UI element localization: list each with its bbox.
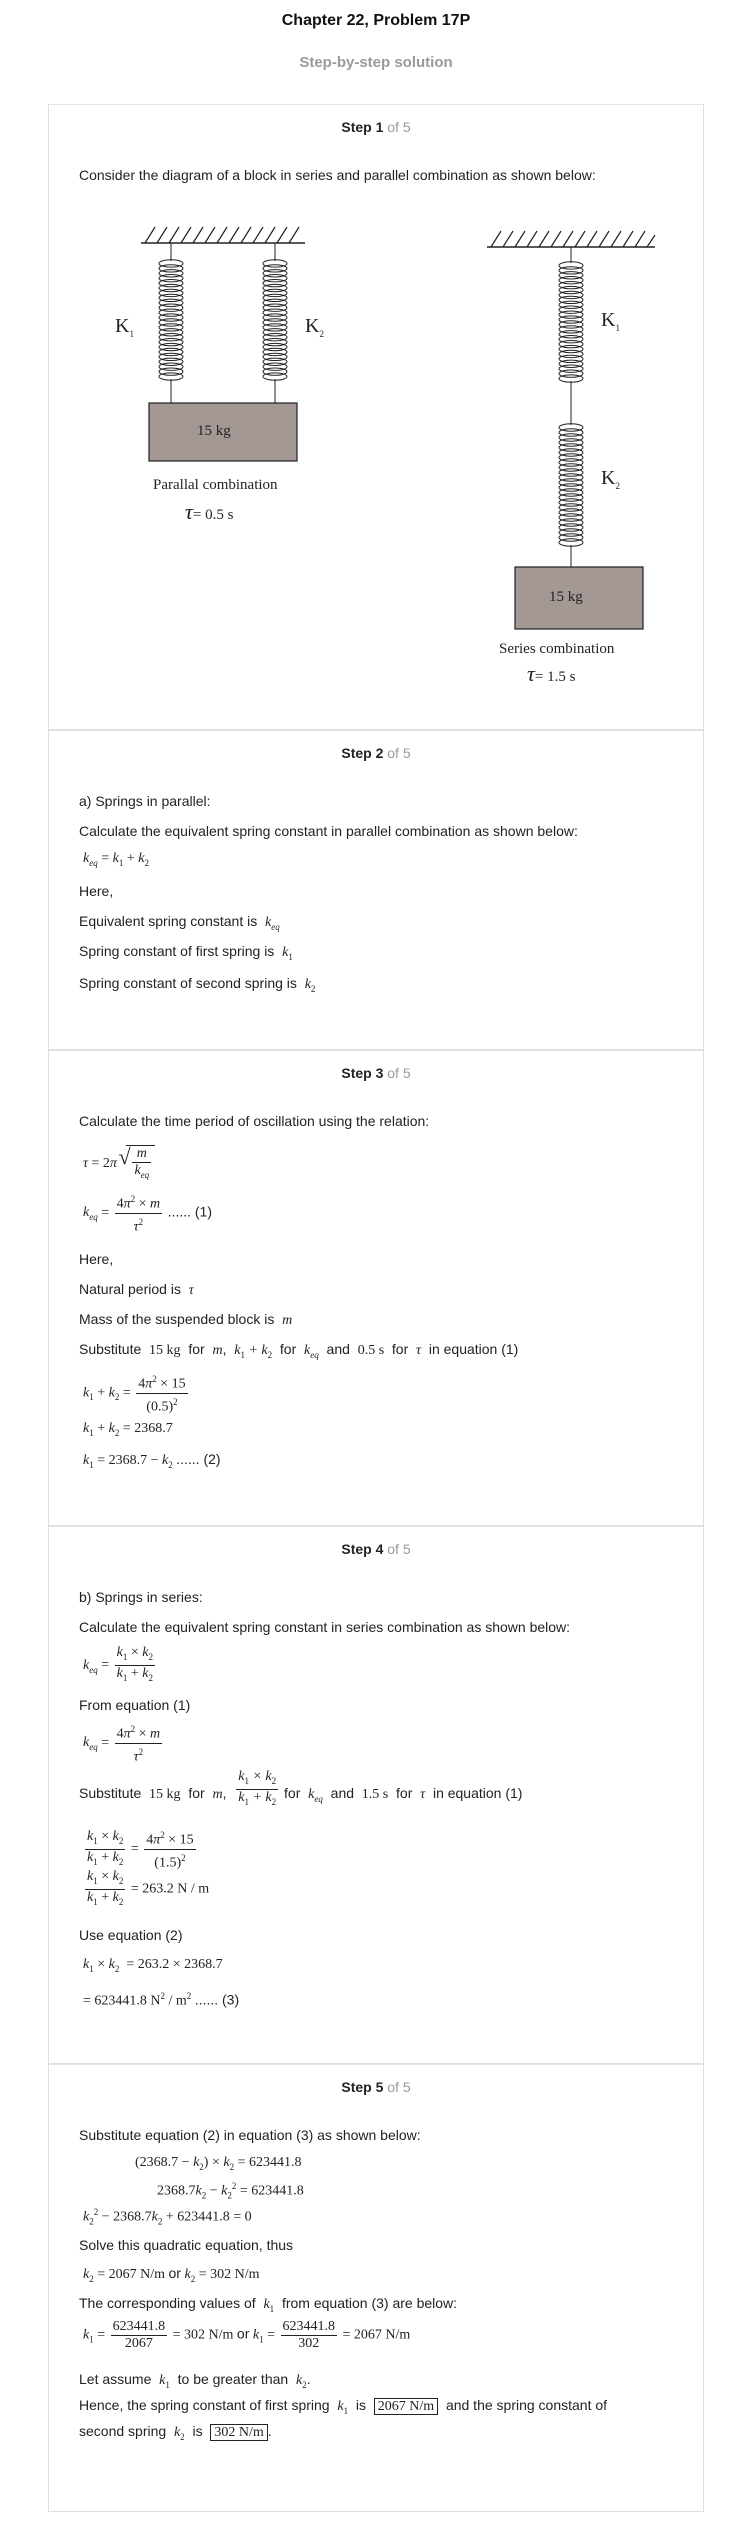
step-2-card [48, 730, 704, 1050]
parallel-spring-k1 [159, 243, 183, 403]
def-mass: Mass of the suspended block is m [79, 1311, 293, 1328]
combined-equation-a: $(2368.7 - k_2) \times k_2 = 623441.8$ [135, 2155, 302, 2172]
page-subtitle: Step-by-step solution [299, 54, 453, 71]
here-label: Here, [79, 1251, 114, 1267]
def-keq: Equivalent spring constant is $k_{eq}$ [79, 913, 280, 932]
step-4-card [48, 1526, 704, 2064]
step-5-heading [49, 2079, 703, 2095]
def-k1: Spring constant of first spring is $k_1$ [79, 943, 293, 962]
parallel-ceiling-hatch [145, 227, 299, 243]
keq-period-formula: $k_{eq}$ = $\frac{4\pi^2 \times m}{\tau^2}$ ...... (1) [83, 1191, 212, 1235]
parallel-combination-diagram [49, 105, 705, 731]
parallel-heading: a) Springs in parallel: [79, 793, 211, 809]
step-count: of 5 [387, 1541, 411, 1557]
parallel-equation: $k_{eq} = k_1 + k_2$ [83, 851, 149, 868]
step-1-intro: Consider the diagram of a block in series and parallel combination as shown below: [79, 167, 596, 183]
series-mass-label: 15 kg [549, 589, 583, 605]
step-2-heading [49, 745, 703, 761]
series-ceiling-hatch [491, 231, 655, 247]
corresponding-values-label: The corresponding values of $k_1$ from equation (3) are below: [79, 2295, 458, 2314]
step-label: Step 5 [341, 2079, 384, 2095]
conclusion-line-1: Hence, the spring constant of first spring $k_1$ is 2067 N/m and the spring constant of [79, 2397, 608, 2416]
substitution-line: Substitute 15 kg for m, $k_1 + k_2$ for $k_{eq}$ and 0.5 s for τ in equation (1) [79, 1341, 519, 1360]
roots: $k_2 = 2067$ N/m or $k_2 = 302$ N/m [83, 2265, 260, 2284]
series-substituted-equation: $\frac{k_1 \times k_2}{k_1 + k_2}$ = $\frac{4\pi^2 \times 15}{(1.5)^2}$ [87, 1828, 194, 1871]
step-label: Step 2 [341, 745, 384, 761]
step-label: Step 4 [341, 1541, 384, 1557]
combined-equation-b: $2368.7k_2 - k_2^2 = 623441.8$ [157, 2181, 304, 2201]
k1-expression: $k_1 = 2368.7 - k_2$ ...... (2) [83, 1451, 221, 1470]
series-result: $\frac{k_1 \times k_2}{k_1 + k_2}$ = 263.2 N / m [87, 1869, 210, 1907]
use-equation-label: Use equation (2) [79, 1927, 183, 1943]
product-equation: $k_1 \times k_2 = 263.2 \times 2368.7$ [83, 1957, 223, 1974]
page-title: Chapter 22, Problem 17P [281, 12, 471, 29]
solve-label: Solve this quadratic equation, thus [79, 2237, 294, 2253]
substituted-equation: $k_1 + k_2$ = $\frac{4\pi^2 \times 15}{(0.5)^2}$ [83, 1371, 190, 1415]
series-spring-k2 [559, 413, 583, 567]
k1-values: $k_1$ = $\frac{623441.8}{2067}$ = 302 N/m or $k_1$ = $\frac{623441.8}{302}$ = 2067 N/m [83, 2319, 411, 2351]
series-k1-label: $K_1$ [601, 309, 620, 333]
parallel-k1-label: $K_1$ [115, 315, 134, 339]
step-4-heading [49, 1541, 703, 1557]
step-count: of 5 [387, 745, 411, 761]
assumption: Let assume $k_1$ to be greater than $k_2$. [79, 2371, 311, 2390]
series-k2-label: $K_2$ [601, 467, 620, 491]
step-5-card [48, 2064, 704, 2512]
parallel-mass-label: 15 kg [197, 423, 231, 439]
step-count: of 5 [387, 119, 411, 135]
parallel-k2-label: $K_2$ [305, 315, 324, 339]
series-heading: b) Springs in series: [79, 1589, 203, 1605]
from-equation-label: From equation (1) [79, 1697, 191, 1713]
step-1-card [48, 104, 704, 730]
series-equation: $k_{eq}$ = $\frac{k_1 \times k_2}{k_1 + k_2}$ [83, 1645, 153, 1683]
parallel-spring-k2 [263, 243, 287, 403]
parallel-caption: Parallal combination [153, 477, 278, 493]
substitute-instruction: Substitute equation (2) in equation (3) as shown below: [79, 2127, 421, 2143]
here-label: Here, [79, 883, 114, 899]
conclusion-line-2: second spring $k_2$ is 302 N/m . [79, 2423, 272, 2442]
step-label: Step 3 [341, 1065, 384, 1081]
substitution-line: Substitute 15 kg for m, $\frac{k_1 \times k_2}{k_1 + k_2}$ for $k_{eq}$ and 1.5 s for τ in equation (1) [79, 1769, 523, 1807]
series-instruction: Calculate the equivalent spring constant in series combination as shown below: [79, 1619, 571, 1635]
period-formula: τ = 2π √ $\frac{m}{k_{eq}}$ [83, 1145, 155, 1183]
series-period: τ= 1.5 s [527, 661, 576, 686]
quadratic-equation: $k_2^2 - 2368.7k_2 + 623441.8 = 0$ [83, 2207, 252, 2227]
parallel-instruction: Calculate the equivalent spring constant in parallel combination as shown below: [79, 823, 578, 839]
step-count: of 5 [387, 2079, 411, 2095]
step-3-heading [49, 1065, 703, 1081]
period-instruction: Calculate the time period of oscillation using the relation: [79, 1113, 430, 1129]
page-header [0, 0, 752, 90]
series-caption: Series combination [499, 641, 615, 657]
step-3-card [48, 1050, 704, 1526]
answer-k1: 2067 N/m [374, 2398, 438, 2415]
product-result: = 623441.8 $N^2 / m^2$ ...... (3) [83, 1991, 240, 2009]
sum-result: $k_1 + k_2 = 2368.7$ [83, 1421, 173, 1438]
parallel-period: τ= 0.5 s [185, 499, 234, 524]
step-label: Step 1 [341, 119, 384, 135]
step-count: of 5 [387, 1065, 411, 1081]
answer-k2: 302 N/m [210, 2424, 267, 2441]
keq-period-formula-repeat: $k_{eq}$ = $\frac{4\pi^2 \times m}{\tau^2}$ [83, 1721, 164, 1765]
series-spring-k1 [559, 247, 583, 413]
def-period: Natural period is τ [79, 1281, 194, 1298]
def-k2: Spring constant of second spring is $k_2$ [79, 975, 316, 994]
